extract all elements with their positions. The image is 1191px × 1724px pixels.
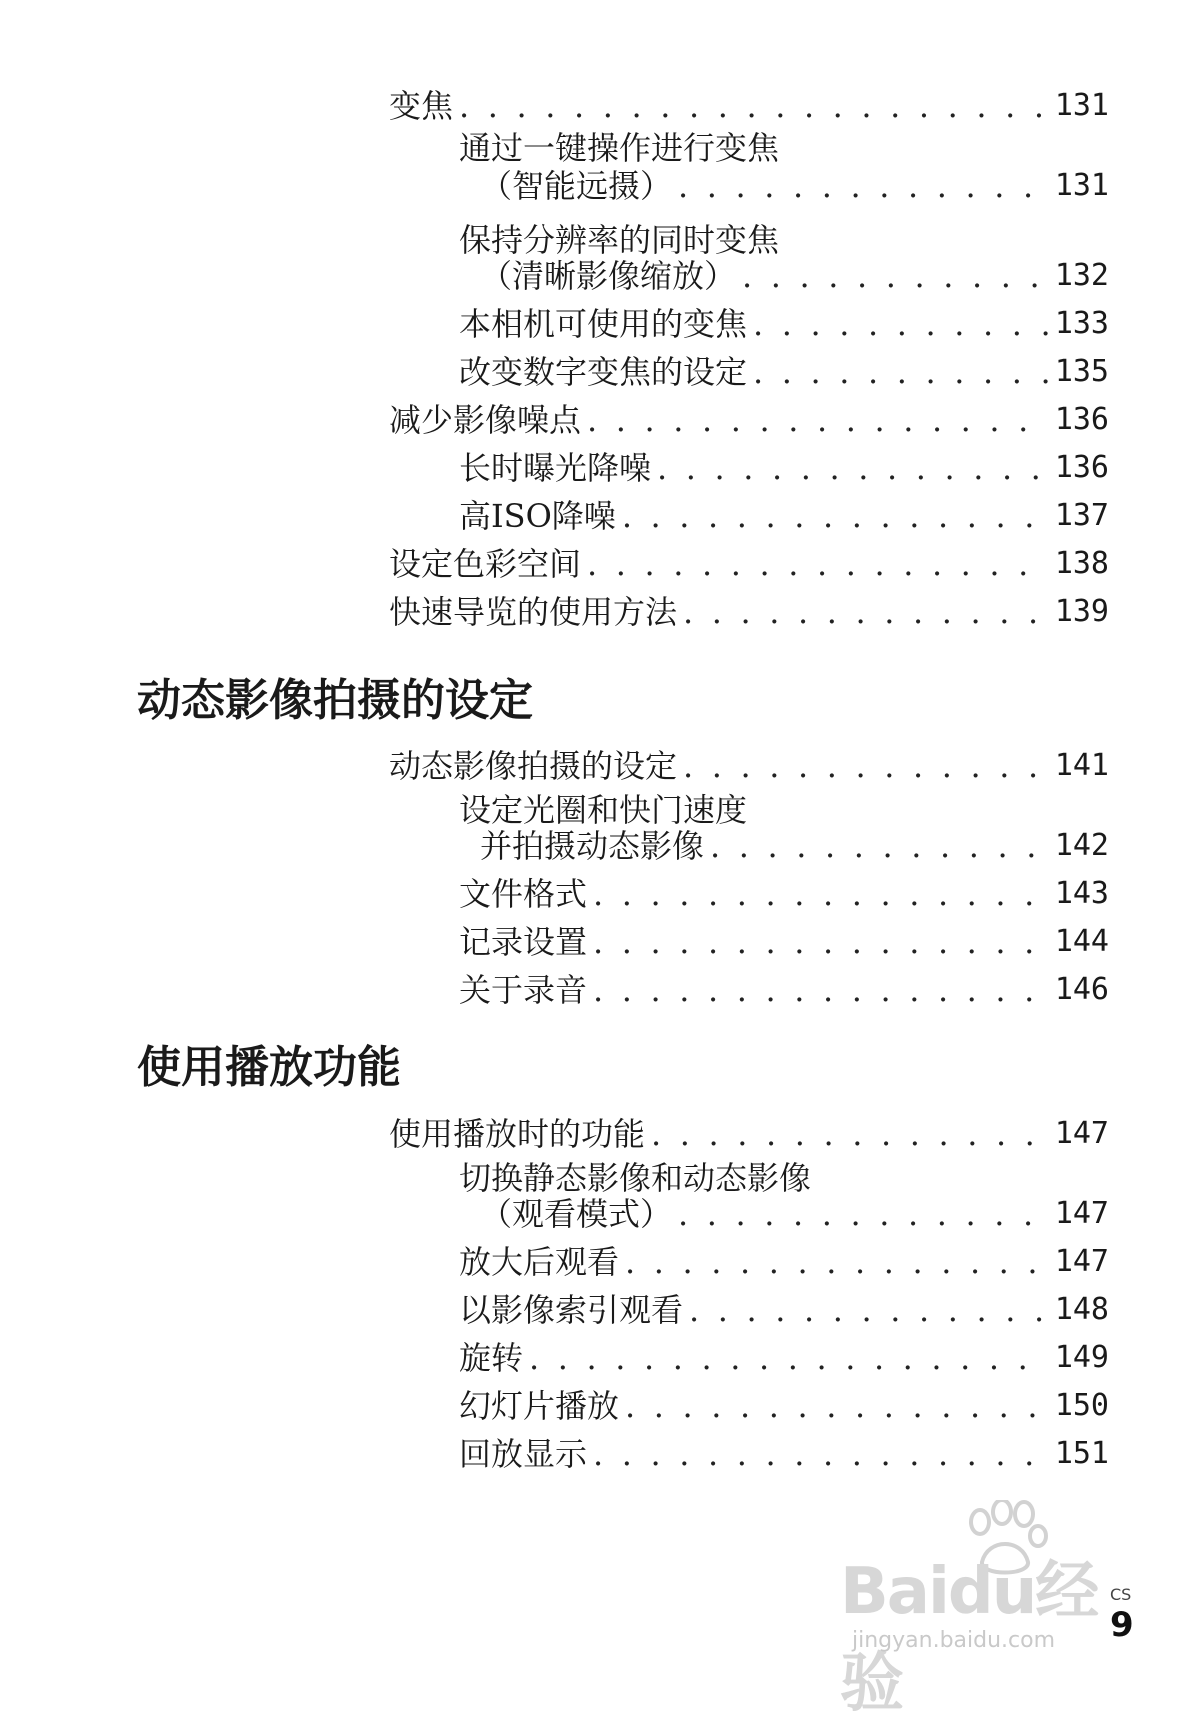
toc-entry-page: 147 bbox=[1054, 1244, 1109, 1279]
dot-leader bbox=[742, 256, 1049, 296]
toc-entry-lead: 设定光圈和快门速度 bbox=[459, 791, 748, 829]
toc-entry-title: 并拍摄动态影像 bbox=[480, 827, 705, 865]
toc-entry-title: 改变数字变焦的设定 bbox=[459, 353, 748, 391]
toc-entry-page: 149 bbox=[1054, 1340, 1109, 1375]
dot-leader bbox=[625, 1386, 1049, 1426]
dot-leader bbox=[753, 352, 1049, 392]
dot-leader bbox=[529, 1338, 1049, 1378]
language-code: CS bbox=[1110, 1585, 1132, 1604]
toc-entry-page: 133 bbox=[1054, 306, 1109, 341]
dot-leader bbox=[593, 1434, 1049, 1474]
toc-entry[interactable] bbox=[480, 1188, 1109, 1234]
dot-leader bbox=[657, 448, 1049, 488]
toc-entry-page: 131 bbox=[1054, 88, 1109, 123]
dot-leader bbox=[678, 166, 1049, 206]
toc-entry[interactable] bbox=[480, 820, 1109, 866]
toc-entry[interactable] bbox=[459, 442, 1109, 488]
toc-entry-title: 长时曝光降噪 bbox=[459, 449, 652, 487]
toc-entry-title: 回放显示 bbox=[459, 1435, 588, 1473]
toc-entry[interactable] bbox=[459, 1428, 1109, 1474]
toc-entry-page: 147 bbox=[1054, 1116, 1109, 1151]
dot-leader bbox=[587, 544, 1049, 584]
toc-entry[interactable] bbox=[389, 538, 1109, 584]
toc-entry-title: （观看模式） bbox=[480, 1195, 673, 1233]
toc-entry-page: 131 bbox=[1054, 168, 1109, 203]
dot-leader bbox=[678, 1194, 1049, 1234]
dot-leader bbox=[593, 922, 1049, 962]
toc-entry-title: 高ISO降噪 bbox=[459, 497, 616, 535]
toc-entry[interactable] bbox=[459, 868, 1109, 914]
toc-entry-title: 本相机可使用的变焦 bbox=[459, 305, 748, 343]
toc-entry-title: （智能远摄） bbox=[480, 167, 673, 205]
toc-entry[interactable] bbox=[389, 80, 1109, 126]
toc-entry-title: 变焦 bbox=[389, 87, 454, 125]
toc-entry-title: 幻灯片播放 bbox=[459, 1387, 620, 1425]
toc-entry-lead: 切换静态影像和动态影像 bbox=[459, 1159, 812, 1197]
toc-entry-title: 快速导览的使用方法 bbox=[389, 593, 678, 631]
dot-leader bbox=[689, 1290, 1049, 1330]
toc-entry-title: 记录设置 bbox=[459, 923, 588, 961]
toc-entry[interactable] bbox=[459, 964, 1109, 1010]
toc-entry-title: 动态影像拍摄的设定 bbox=[389, 747, 678, 785]
toc-entry-page: 136 bbox=[1054, 402, 1109, 437]
toc-entry[interactable] bbox=[389, 586, 1109, 632]
toc-entry-page: 132 bbox=[1054, 258, 1109, 293]
dot-leader bbox=[587, 400, 1049, 440]
toc-entry-title: 关于录音 bbox=[459, 971, 588, 1009]
watermark-logo: Baidu经验 bbox=[840, 1555, 1098, 1721]
dot-leader bbox=[753, 304, 1049, 344]
toc-entry-title: （清晰影像缩放） bbox=[480, 257, 737, 295]
toc-entry-title: 旋转 bbox=[459, 1339, 524, 1377]
toc-entry[interactable] bbox=[459, 916, 1109, 962]
dot-leader bbox=[683, 592, 1049, 632]
dot-leader bbox=[710, 826, 1049, 866]
dot-leader bbox=[593, 874, 1049, 914]
toc-entry[interactable] bbox=[459, 346, 1109, 392]
toc-entry-lead: 保持分辨率的同时变焦 bbox=[459, 221, 780, 259]
dot-leader bbox=[683, 746, 1049, 786]
toc-entry-page: 150 bbox=[1054, 1388, 1109, 1423]
toc-entry[interactable] bbox=[389, 740, 1109, 786]
dot-leader bbox=[622, 496, 1049, 536]
toc-entry-page: 135 bbox=[1054, 354, 1109, 389]
toc-entry-page: 138 bbox=[1054, 546, 1109, 581]
toc-entry-page: 147 bbox=[1054, 1196, 1109, 1231]
toc-entry-lead: 通过一键操作进行变焦 bbox=[459, 129, 780, 167]
dot-leader bbox=[459, 86, 1049, 126]
toc-entry-title: 放大后观看 bbox=[459, 1243, 620, 1281]
dot-leader bbox=[651, 1114, 1049, 1154]
toc-entry[interactable] bbox=[480, 250, 1109, 296]
toc-entry-page: 139 bbox=[1054, 594, 1109, 629]
toc-entry[interactable] bbox=[459, 1332, 1109, 1378]
toc-entry-title: 以影像索引观看 bbox=[459, 1291, 684, 1329]
toc-entry[interactable] bbox=[459, 1236, 1109, 1282]
toc-entry[interactable] bbox=[389, 1108, 1109, 1154]
toc-entry[interactable] bbox=[480, 160, 1109, 206]
page-number: 9 bbox=[1110, 1605, 1134, 1645]
toc-entry-title: 文件格式 bbox=[459, 875, 588, 913]
section-heading: 动态影像拍摄的设定 bbox=[137, 675, 533, 726]
toc-entry-page: 143 bbox=[1054, 876, 1109, 911]
watermark bbox=[840, 1500, 1140, 1721]
toc-entry-page: 141 bbox=[1054, 748, 1109, 783]
toc-entry-title: 减少影像噪点 bbox=[389, 401, 582, 439]
section-heading: 使用播放功能 bbox=[137, 1042, 401, 1093]
toc-entry[interactable] bbox=[459, 1284, 1109, 1330]
toc-entry-page: 142 bbox=[1054, 828, 1109, 863]
toc-entry[interactable] bbox=[459, 298, 1109, 344]
toc-entry-page: 146 bbox=[1054, 972, 1109, 1007]
dot-leader bbox=[625, 1242, 1049, 1282]
toc-entry-page: 137 bbox=[1054, 498, 1109, 533]
watermark-url: jingyan.baidu.com bbox=[852, 1628, 1056, 1653]
toc-entry-title: 使用播放时的功能 bbox=[389, 1115, 646, 1153]
toc-entry[interactable] bbox=[389, 394, 1109, 440]
toc-entry-title: 设定色彩空间 bbox=[389, 545, 582, 583]
toc-entry-page: 148 bbox=[1054, 1292, 1109, 1327]
toc-entry[interactable] bbox=[459, 1380, 1109, 1426]
toc-entry-page: 151 bbox=[1054, 1436, 1109, 1471]
dot-leader bbox=[593, 970, 1049, 1010]
toc-entry-page: 144 bbox=[1054, 924, 1109, 959]
toc-entry-page: 136 bbox=[1054, 450, 1109, 485]
toc-entry[interactable] bbox=[459, 490, 1109, 536]
